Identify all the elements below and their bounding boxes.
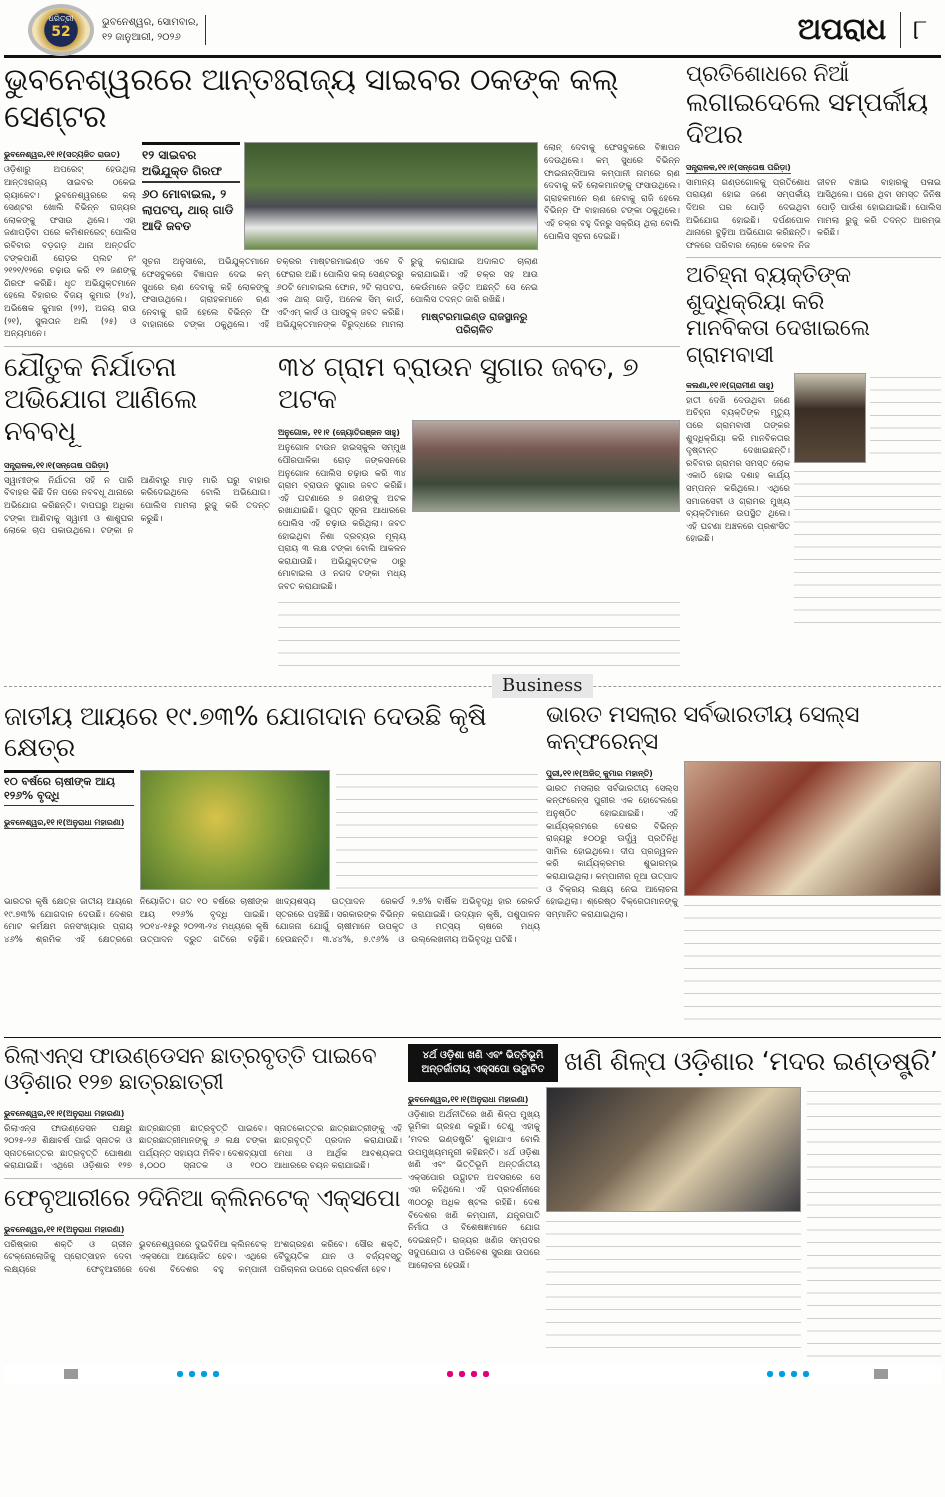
agri-dateline: ଭୁବନେଶ୍ୱର,୧୧।୧(ଅନୁରାଧା ମହାରଣା) [4,817,125,827]
color-registration-dots [444,1369,492,1379]
agri-story [4,702,540,1031]
cyber-highlight-2: ୬୦ ମୋବାଇଲ, ୨ ଲାପଟପ୍, ଥାର୍ ଗାଡି ଆଦି ଜବତ [142,187,234,234]
cyber-body [142,256,538,336]
top-area [4,62,941,668]
color-registration-dots [764,1369,812,1379]
cyber-dateline: ଭୁବନେଶ୍ୱର,୧୧।୧(ସତ୍ୟଜିତ ରାଉତ) [4,150,121,160]
deceased-person-photo [794,373,866,463]
spice-headline: ଭାରତ ମସଲାର ସର୍ବଭାରତୀୟ ସେଲ୍ସ କନ୍ଫରେନ୍ସ [546,701,860,756]
revenge-headline: ଲଗାଇଦେଲେ ସମ୍ପର୍କୀୟ ଦିଅର [686,88,928,150]
business-section-label: Business [492,674,593,698]
cleantech-headline: ଫେବୃଆରୀରେ ୨ଦିନିଆ କ୍ଲିନଟେକ୍ ଏକ୍ସପୋ [4,1183,401,1212]
cyber-highlight-1: ୧୨ ସାଇବର ଅଭିଯୁକ୍ତ ଗିରଫ [142,145,240,183]
cyber-highlight-box [142,142,240,234]
humanity-story [686,373,941,627]
cyber-headline: ଭୁବନେଶ୍ୱରରେ ଆନ୍ତଃରାଜ୍ୟ ସାଇବର ଠକଙ୍କ କଲ୍ ସେଣ୍ଟର [4,62,619,136]
sugar-dateline: ଅନୁଗୋଳ, ୧୧।୧ (ଜ୍ୟୋତିରଞ୍ଜନ ସାହୁ) [278,428,400,438]
agri-highlight-box: ୧୦ ବର୍ଷରେ ଚାଷୀଙ୍କ ଆୟ ୧୨୬% ବୃଦ୍ଧି [4,770,134,806]
mining-body-columns [546,1217,801,1357]
cyber-story [4,142,680,340]
sugar-body: ଅନୁଗୋଳ ଟାଉନ ହାଇସ୍କୁଲ ସମ୍ମୁଖ ପୌରପାଳିକା ରୋଡ଼ ଜଙ୍କସନରେ ଅନୁଗୋଳ ପୋଲିସ ଚଢ଼ାଉ କରି ୩୪ ଗ୍ରାମ ବ୍ରାଉନ ସୁଗାର ଜବତ କରିଛି। ଏହି ଘଟଣାରେ ୭ ଜଣଙ୍କୁ ଅଟକ ରଖାଯାଇଛି। ଗୁପ୍ତ ସୂଚନା ଆଧାରରେ ପୋଲିସ ଏହି ଚଢ଼ାଉ କରିଥିଲା। ଜବତ ହୋଇଥିବା ନିଶା ଦ୍ରବ୍ୟର ମୂଲ୍ୟ ପ୍ରାୟ ୩ ଲକ୍ଷ ଟଙ୍କା ବୋଲି ଆକଳନ କରାଯାଉଛି। ଅଭିଯୁକ୍ତଙ୍କ ଠାରୁ ମୋବାଇଲ ଓ ନଗଦ ଟଙ୍କା ମଧ୍ୟ ଜବତ କରାଯାଇଛି। [278,443,406,592]
dateline-block [102,15,206,45]
left-stories [4,62,680,668]
cyber-main [142,142,538,336]
reliance-dateline: ଭୁବନେଶ୍ୱର,୧୧।୧(ଅନୁରାଧା ମହାରଣା) [4,1108,125,1118]
expo-inauguration-photo [546,1087,801,1212]
logo-number: 52 [51,23,71,40]
section-divider [4,674,941,698]
dowry-body: ସ୍ୱାମୀଙ୍କ ନିର୍ଯାତନା ସହି ନ ପାରି ବିବାହର କିଛି ଦିନ ପରେ ନବବଧୂ ଥାନାରେ ଅଭିଯୋଗ କରିଛନ୍ତି। ବାପଘରୁ ଅଧିକା ଟଙ୍କା ଆଣିବାକୁ ସ୍ୱାମୀ ଓ ଶାଶୁଘର ଲୋକେ ଚାପ ପକାଉଥିଲେ। ଟଙ୍କା ନ ଆଣିବାରୁ ମାଡ଼ ମାରି ଘରୁ ବାହାର କରିଦେଇଥିଲେ ବୋଲି ଅଭିଯୋଗ। ପୋଲିସ ମାମଲା ରୁଜୁ କରି ତଦନ୍ତ କରୁଛି। [4,475,270,537]
business-stories [4,702,941,1031]
cleantech-body: ପରିଷ୍କାର ଶକ୍ତି ଓ ଗ୍ରୀନ ଟେକ୍ନୋଲୋଜିକୁ ପ୍ରୋତ୍ସାହନ ଦେବା ଲକ୍ଷ୍ୟରେ ଫେବୃଆରୀରେ ଭୁବନେଶ୍ୱରରେ ଦୁଇଦିନିଆ କ୍ଲିନଟେକ୍ ଏକ୍ସପୋ ଆୟୋଜିତ ହେବ। ଏଥିରେ ଦେଶ ବିଦେଶର ବହୁ କମ୍ପାନୀ ଅଂଶଗ୍ରହଣ କରିବେ। ସୌର ଶକ୍ତି, ବୈଦ୍ୟୁତିକ ଯାନ ଓ ବର୍ଜ୍ୟବସ୍ତୁ ପରିଚାଳନା ଉପରେ ପ୍ରଦର୍ଶନୀ ହେବ। [4,1239,402,1275]
anniversary-logo [28,4,94,56]
color-registration-dots [174,1369,222,1379]
humanity-body-column [870,373,941,463]
reliance-body: ରିଲାଏନ୍ସ ଫାଉଣ୍ଡେସନ ପକ୍ଷରୁ ୨୦୨୫-୨୬ ଶିକ୍ଷାବର୍ଷ ପାଇଁ ସ୍ନାତକ ଓ ସ୍ନାତକୋତ୍ତର ଛାତ୍ରବୃତ୍ତି ଘୋଷଣା କରାଯାଇଛି। ଏଥିରେ ଓଡ଼ିଶାର ୧୨୭ ଛାତ୍ରଛାତ୍ରୀ ଛାତ୍ରବୃତ୍ତି ପାଇବେ। ଛାତ୍ରଛାତ୍ରୀମାନଙ୍କୁ ୬ ଲକ୍ଷ ଟଙ୍କା ପର୍ଯ୍ୟନ୍ତ ସହାୟତା ମିଳିବ। ଦେଶବ୍ୟାପୀ ୫,୦୦୦ ସ୍ନାତକ ଓ ୧୦୦ ସ୍ନାତକୋତ୍ତର ଛାତ୍ରଛାତ୍ରୀଙ୍କୁ ଏହି ଛାତ୍ରବୃତ୍ତି ପ୍ରଦାନ କରାଯାଉଛି। ମେଧା ଓ ଆର୍ଥିକ ଆବଶ୍ୟକତା ଆଧାରରେ ଚୟନ କରାଯାଇଛି। [4,1123,402,1172]
cyber-lead-column [4,142,136,340]
dowry-dateline: ସନ୍ତ୍ରାଳକ,୧୧।୧(ସନ୍ତୋଷ ପରିଡ଼ା) [4,460,109,470]
middle-stories [4,352,680,668]
mining-headline: ଖଣି ଶିଳ୍ପ ଓଡ଼ିଶାର ‘ମଦର ଇଣ୍ଡଷ୍ଟ୍ରି’ [564,1047,938,1078]
revenge-body: ସାମାନ୍ୟ ଗଣ୍ଡଗୋଳକୁ ପ୍ରତିଶୋଧ ପରାୟଣ ହୋଇ ଜଣେ ସମ୍ପର୍କୀୟ ଦିଅର ଘର ପୋଡ଼ି ଦେଇଥିବା ଅଭିଯୋଗ ହୋଇଛି। ଦର୍ପଣପୋଳ ଥାନାରେ ବୁଢ଼ିଆ ଅଭିଯୋଗ କରିଛନ୍ତି। ଫଳରେ ପରିବାର ଲୋକେ କେବଳ ନିଜ ଜୀବନ ବଞ୍ଚାଇ ବାହାରକୁ ପଳାଇ ଆସିଥିଲେ। ଘରେ ଥିବା ସମସ୍ତ ଜିନିଷ ପୋଡ଼ି ପାଉଁଶ ହୋଇଯାଇଛି। ପୋଲିସ ମାମଲା ରୁଜୁ କରି ତଦନ୍ତ ଆରମ୍ଭ କରିଛି। [686,177,941,251]
humanity-body: ହାତୀ ଦେଖି ଦେଉଥିବା ଜଣେ ଅଚିହ୍ନା ବ୍ୟକ୍ତିଙ୍କ ମୃତ୍ୟୁ ପରେ ଗ୍ରାମବାସୀ ତାଙ୍କର ଶୁଦ୍ଧିକ୍ରିୟା କରି ମାନବିକତାର ଦୃଷ୍ଟାନ୍ତ ଦେଖାଇଛନ୍ତି। ରବିବାର ଗ୍ରାମର ସମସ୍ତ ଲୋକ ଏକାଠି ହୋଇ ଦଶାହ କାର୍ଯ୍ୟ ସମ୍ପନ୍ନ କରିଥିଲେ। ଏଥିରେ ସମାଜସେବୀ ଓ ଗ୍ରାମର ମୁଖ୍ୟ ବ୍ୟକ୍ତିମାନେ ଉପସ୍ଥିତ ଥିଲେ। ଏହି ଘଟଣା ଅଞ୍ଚଳରେ ପ୍ରଶଂସିତ ହୋଇଛି। [686,395,790,545]
sugar-headline: ୩୪ ଗ୍ରାମ ବ୍ରାଉନ ସୁଗାର ଜବତ, ୭ ଅଟକ [278,351,639,416]
logo-text: ଧରିତ୍ରୀ [48,13,74,23]
masthead [4,4,941,58]
agri-body: ଭାରତର କୃଷି କ୍ଷେତ୍ର ଜାତୀୟ ଆୟରେ ୧୯.୭୩% ଯୋଗଦାନ ଦେଉଛି। ଦେଶର ମୋଟ କର୍ମକ୍ଷମ ଜନସଂଖ୍ୟାର ପ୍ରାୟ ୪୬% ଶ୍ରମିକ ଏହି କ୍ଷେତ୍ରରେ ନିୟୋଜିତ। ଗତ ୧୦ ବର୍ଷରେ ଚାଷୀଙ୍କ ଆୟ ୧୨୬% ବୃଦ୍ଧି ପାଇଛି। ୨୦୧୪-୧୫ରୁ ୨୦୨୩-୨୪ ମଧ୍ୟରେ କୃଷି ଉତ୍ପାଦନ ଦ୍ରୁତ ଗତିରେ ବଢ଼ିଛି। ଖାଦ୍ୟଶସ୍ୟ ଉତ୍ପାଦନ ରେକର୍ଡ ସ୍ତରରେ ପହଞ୍ଚିଛି। ସରକାରଙ୍କ ବିଭିନ୍ନ ଯୋଜନା ଯୋଗୁଁ ଚାଷୀମାନେ ଉପକୃତ ହେଉଛନ୍ତି। ୩.୪୪%, ୭.୯୬% ଓ ୨.୭% ବାର୍ଷିକ ଅଭିବୃଦ୍ଧି ହାର ରେକର୍ଡ କରାଯାଇଛି। ଉଦ୍ୟାନ କୃଷି, ପଶୁପାଳନ ଓ ମତ୍ସ୍ୟ ଚାଷରେ ମଧ୍ୟ ଉଲ୍ଲେଖନୀୟ ଅଭିବୃଦ୍ଧି ଘଟିଛି। [4,896,540,945]
cyber-body-text: ସୂଚନା ଅନୁସାରେ, ଅଭିଯୁକ୍ତମାନେ ଫେସବୁକରେ ବିଜ୍ଞାପନ ଦେଇ କମ୍ ସୁଧରେ ଋଣ ଦେବାକୁ କହି ଲୋକଙ୍କୁ ଫସାଉଥିଲେ। ଗ୍ରାହକମାନେ ଋଣ ନେବାକୁ ରାଜି ହେଲେ ବିଭିନ୍ନ ଫି ବାହାନାରେ ଟଙ୍କା ଠକୁଥିଲେ। ଏହି ଚକ୍ରର ମାଷ୍ଟରମାଇଣ୍ଡ ଏବେ ବି ଫେରାର ଅଛି। ପୋଲିସ କଲ୍ ସେଣ୍ଟରରୁ ୬୦ଟି ମୋବାଇଲ ଫୋନ, ୨ଟି ଲାପଟପ, ଏକ ଥାର୍ ଗାଡ଼ି, ଅନେକ ସିମ୍ କାର୍ଡ, ଏଟିଏମ୍ କାର୍ଡ ଓ ପାସବୁକ୍ ଜବତ କରିଛି। ଅଭିଯୁକ୍ତମାନଙ୍କ ବିରୁଦ୍ଧରେ ମାମଲା ରୁଜୁ କରାଯାଇ ଅଦାଲତ ଚାଲାଣ କରାଯାଇଛି। ଏହି ଚକ୍ର ସହ ଆଉ କେଉଁମାନେ ଜଡ଼ିତ ଅଛନ୍ତି ସେ ନେଇ ପୋଲିସ ତଦନ୍ତ ଜାରି ରଖିଛି। [142,257,538,331]
humanity-dateline: କଲଣା,୧୧।୧(ଗ୍ରାମୀଣ ସାହୁ) [686,380,774,390]
reliance-story [4,1044,402,1173]
cleantech-story [4,1184,402,1277]
divider [4,1178,402,1179]
spice-body-columns [684,901,941,1031]
mining-dateline: ଭୁବନେଶ୍ୱର,୧୧।୧(ଅନୁରାଧା ମହାରଣା) [408,1094,529,1104]
spice-story [546,702,941,1031]
spice-body: ଭାରତ ମସଲାର ସର୍ବଭାରତୀୟ ସେଲ୍ସ କନ୍ଫରେନ୍ସ ପୁରୀର ଏକ ହୋଟେଲରେ ଅନୁଷ୍ଠିତ ହୋଇଯାଇଛି। ଏହି କାର୍ଯ୍ୟକ୍ରମରେ ଦେଶର ବିଭିନ୍ନ ରାଜ୍ୟରୁ ୫୦୦ରୁ ଊର୍ଦ୍ଧ୍ୱ ପ୍ରତିନିଧି ସାମିଲ ହୋଇଥିଲେ। ଦୀପ ପ୍ରଜ୍ୱଳନ କରି କାର୍ଯ୍ୟକ୍ରମର ଶୁଭାରମ୍ଭ କରାଯାଇଥିଲା। କମ୍ପାନୀର ନୂଆ ଉତ୍ପାଦ ଓ ବିକ୍ରୟ ଲକ୍ଷ୍ୟ ନେଇ ଆଲୋଚନା ହୋଇଥିଲା। ଶ୍ରେଷ୍ଠ ବିକ୍ରେତାମାନଙ୍କୁ ସମ୍ମାନିତ କରାଯାଇଥିଲା। [546,783,678,920]
print-registration-bar [4,1365,941,1384]
agri-headline: ଜାତୀୟ ଆୟରେ ୧୯.୭୩% ଯୋଗଦାନ ଦେଉଛି କୃଷି କ୍ଷେତ୍ର [4,701,487,763]
seized-accused-photo [412,420,680,512]
left-bottom-stories [4,1044,402,1357]
page-number: ୮ [912,12,927,46]
cyber-continuation: ଲୋନ୍ ଦେବାକୁ ଫେସବୁକରେ ବିଜ୍ଞାପନ ଦେଉଥିଲେ। କମ୍ ସୁଧରେ ବିଭିନ୍ନ ଫାଇନାନ୍ସିଆଲ କମ୍ପାନୀ ନାମରେ ଋଣ ଦେବାକୁ କହି ଲୋକମାନଙ୍କୁ ଫସାଉଥିଲେ। ଗ୍ରାହକମାନେ ଋଣ ନେବାକୁ ରାଜି ହେଲେ ବିଭିନ୍ନ ଫି ବାହାନାରେ ଟଙ୍କା ଠକୁଥିଲେ। ଏହି ଚକ୍ର ବହୁ ଦିନରୁ ସକ୍ରିୟ ଥିଲା ବୋଲି ପୋଲିସ ସୂଚନା ଦେଇଛି। [544,143,680,242]
registration-mark [64,1369,78,1379]
divider [686,257,941,258]
mining-story [408,1044,941,1357]
paddy-field-photo [140,770,330,890]
dowry-story [4,352,270,538]
bottom-stories [4,1044,941,1357]
registration-mark [874,1369,888,1379]
reliance-headline: ରିଲାଏନ୍ସ ଫାଉଣ୍ଡେସନ ଛାତ୍ରବୃତ୍ତି ପାଇବେ ଓଡ଼ିଶାର ୧୨୭ ଛାତ୍ରଛାତ୍ରୀ [4,1043,377,1096]
place-day: ଭୁବନେଶ୍ୱର, ସୋମବାର, [102,16,199,28]
revenge-kicker: ପ୍ରତିଶୋଧରେ ନିଆଁ [686,62,849,87]
sugar-body-columns [278,598,680,668]
right-stories [686,62,941,668]
cleantech-dateline: ଭୁବନେଶ୍ୱର,୧୧।୧(ଅନୁରାଧା ମହାରଣା) [4,1224,125,1234]
section-title: ଅପରାଧ [798,12,901,48]
spice-dateline: ପୁରୀ,୧୧।୧(ଅଜିତ୍ କୁମାର ମହାନ୍ତି) [546,768,653,778]
dowry-headline-1: ଯୌତୁକ ନିର୍ଯାତନା [4,351,177,383]
humanity-headline-2: ମାନବିକତା ଦେଖାଇଲେ ଗ୍ରାମବାସୀ [686,316,870,368]
mining-expo-box: ୪ର୍ଥ ଓଡ଼ିଶା ଖଣି ଏବଂ ଭିତ୍ତିଭୂମି ଅନ୍ତର୍ଜାତୀୟ ଏକ୍ସପୋ ଉଦ୍ଘାଟିତ [408,1044,558,1082]
sugar-story [278,352,680,668]
conference-lamp-lighting-photo [684,761,941,896]
mining-body-column [807,1087,941,1357]
cyber-lead: ଓଡ଼ିଶାରୁ ଅପରେଟ୍ ହେଉଥିଲା ଆନ୍ତଃରାଜ୍ୟ ସାଇବର ଠକେଇ ର୍‍ୟାକେଟ। ଭୁବନେଶ୍ୱରରେ କଲ୍ ସେଣ୍ଟର ଖୋଲି ବିଭିନ୍ନ ରାଜ୍ୟର ଲୋକଙ୍କୁ ଫସାଉ ଥିଲେ। ଏହା ଜଣାପଡ଼ିବା ପରେ କମିଶନରେଟ୍ ପୋଲିସ ରବିବାର ବଡ଼ଗଡ଼ ଥାନା ଅନ୍ତର୍ଗତ ଟଙ୍କପାଣି ରୋଡ଼ର ପ୍ଲଟ ନଂ ୨୧୨୧/୧୨ରେ ଚଢ଼ାଉ କରି ୧୨ ଜଣଙ୍କୁ ଗିରଫ କରିଛି। ଧୃତ ଅଭିଯୁକ୍ତମାନେ ହେଲେ ବିହାରର ବିଜୟ କୁମାର (୨୪), ଅଭିଷେକ କୁମାର (୨୨), ଅଜୟ ରାଉ (୨୧), ସୁଲତାନ ଅଲି (୨୫) ଓ ଅନ୍ୟମାନେ। [4,165,136,340]
revenge-story [686,155,941,253]
divider [4,1037,941,1038]
arrested-accused-photo [244,142,538,250]
revenge-dateline: ସନ୍ତ୍ରାଳକ,୧୧।୧(ସନ୍ତୋଷ ପରିଡ଼ା) [686,162,791,172]
dowry-headline-2: ଅଭିଯୋଗ ଆଣିଲେ ନବବଧୂ [4,384,197,448]
cyber-subhead: ମାଷ୍ଟରମାଇଣ୍ଡ ରାଜସ୍ଥାନରୁ ପରିଚାଳିତ [421,311,528,336]
divider [4,346,680,347]
humanity-headline-1: ଅଚିହ୍ନା ବ୍ୟକ୍ତିଙ୍କ ଶୁଦ୍ଧିକ୍ରିୟା କରି [686,263,851,315]
humanity-body-column [794,467,941,627]
mining-body: ଓଡ଼ିଶାର ଅର୍ଥନୀତିରେ ଖଣି ଶିଳ୍ପ ମୁଖ୍ୟ ଭୂମିକା ଗ୍ରହଣ କରୁଛି। ତେଣୁ ଏହାକୁ ‘ମଦର ଇଣ୍ଡଷ୍ଟ୍ରି’ କୁହାଯାଏ ବୋଲି ଉପମୁଖ୍ୟମନ୍ତ୍ରୀ କହିଛନ୍ତି। ୪ର୍ଥ ଓଡ଼ିଶା ଖଣି ଏବଂ ଭିତ୍ତିଭୂମି ଅନ୍ତର୍ଜାତୀୟ ଏକ୍ସପୋର ଉଦ୍ଘାଟନ ଅବସରରେ ସେ ଏହା କହିଥିଲେ। ଏହି ପ୍ରଦର୍ଶନୀରେ ୩୦୦ରୁ ଅଧିକ ଷ୍ଟଲ ରହିଛି। ଦେଶ ବିଦେଶର ଖଣି କମ୍ପାନୀ, ଯନ୍ତ୍ରପାତି ନିର୍ମାତା ଓ ବିଶେଷଜ୍ଞମାନେ ଯୋଗ ଦେଇଛନ୍ତି। ରାଜ୍ୟର ଖଣିଜ ସମ୍ପଦର ସଦୁପଯୋଗ ଓ ପରିବେଶ ସୁରକ୍ଷା ଉପରେ ଆଲୋଚନା ହେଉଛି। [408,1109,540,1271]
agri-body-columns [336,770,538,890]
issue-date: ୧୨ ଜାନୁଆରୀ, ୨୦୨୬ [102,31,181,43]
